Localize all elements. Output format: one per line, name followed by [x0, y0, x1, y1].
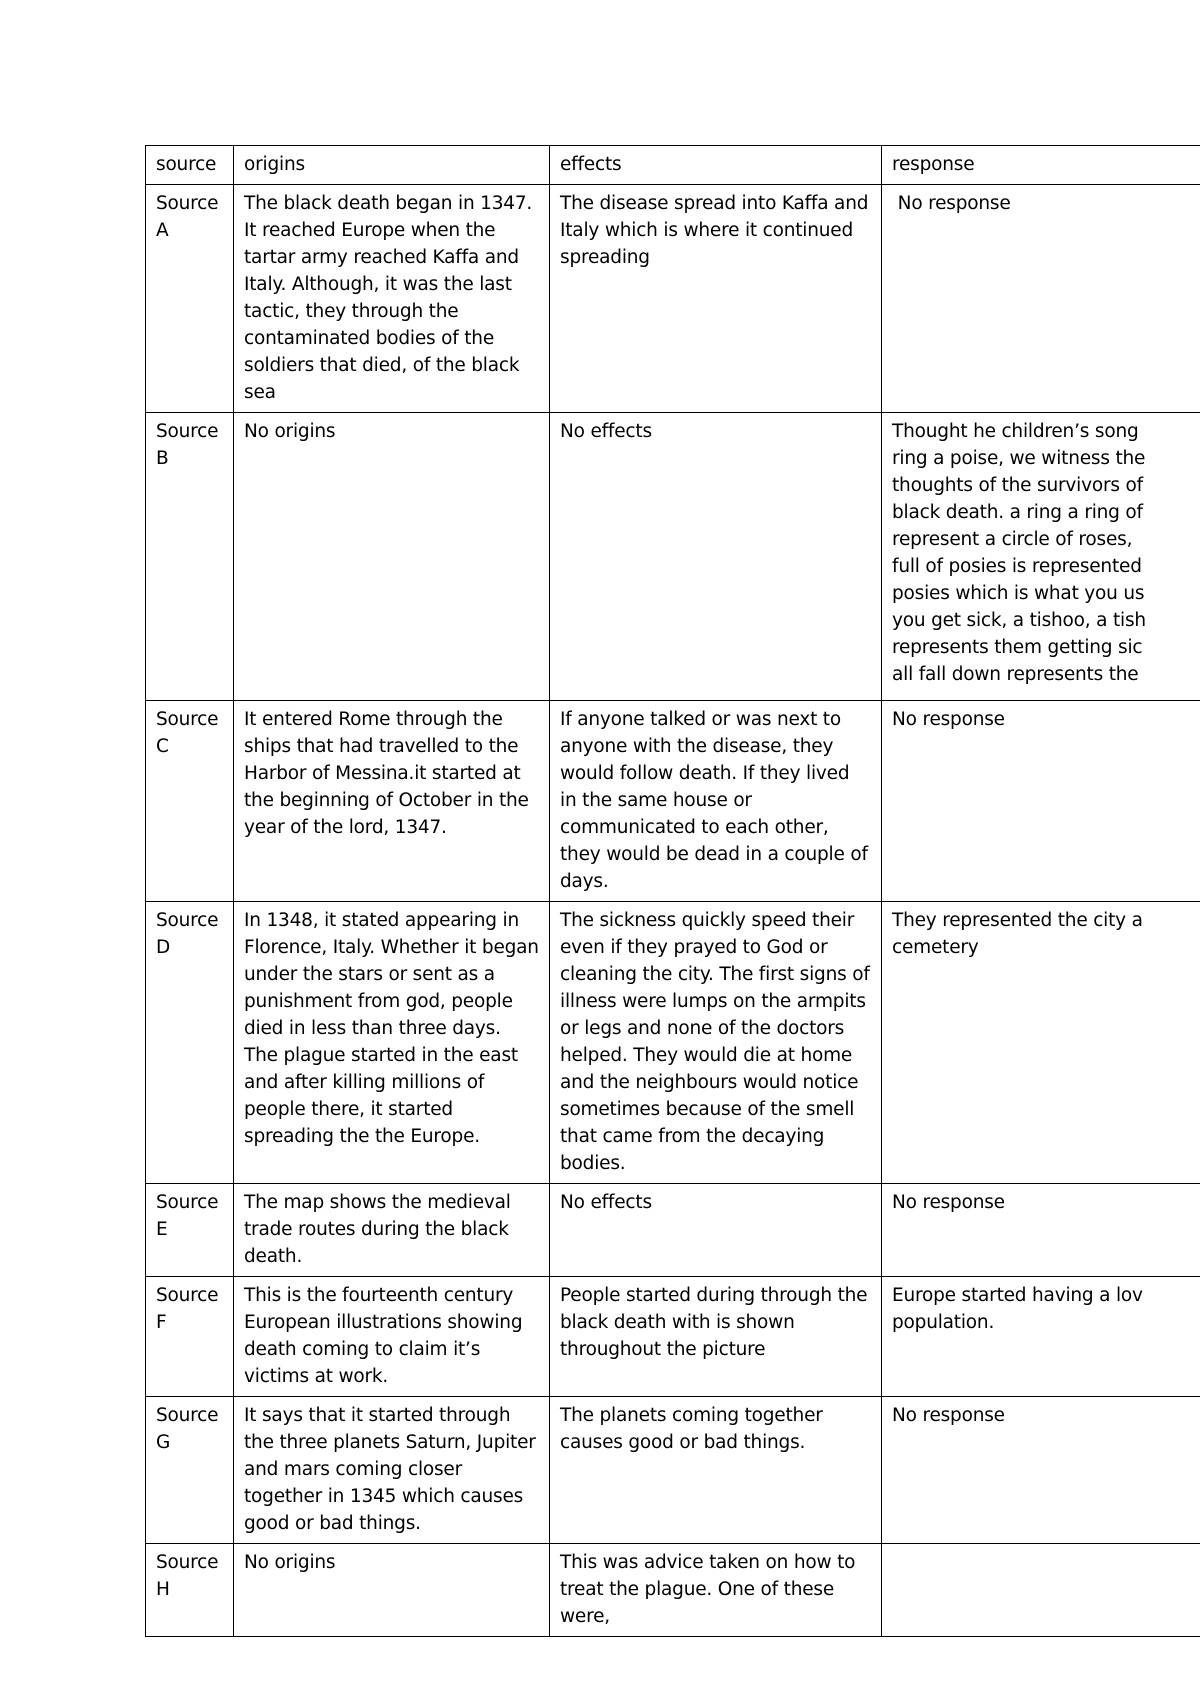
- source-cell: Source B: [146, 413, 234, 701]
- table-header-row: [146, 146, 1200, 185]
- response-cell: No response: [882, 185, 1200, 413]
- effects-cell: The sickness quickly speed their even if they prayed to God or cleaning the city. The first signs of illness were lumps on the armpits or legs and none of the doctors helped. They would die at home and the neighbours would notice sometimes because of the smell that came from the decaying bodies.: [550, 902, 882, 1184]
- origins-cell: This is the fourteenth century European illustrations showing death coming to claim it’s victims at work.: [234, 1277, 550, 1397]
- table-viewport: [145, 145, 1200, 1637]
- origins-cell: No origins: [234, 1544, 550, 1637]
- origins-cell: No origins: [234, 413, 550, 701]
- table-row: [146, 902, 1200, 1184]
- effects-cell: People started during through the black death with is shown throughout the picture: [550, 1277, 882, 1397]
- source-cell: Source F: [146, 1277, 234, 1397]
- response-line: all fall down represents the: [892, 664, 1139, 685]
- source-cell: Source C: [146, 701, 234, 902]
- response-cell: No response: [882, 1184, 1200, 1277]
- response-cell: [882, 1277, 1200, 1397]
- source-cell: Source H: [146, 1544, 234, 1637]
- table-row: [146, 701, 1200, 902]
- response-cell: [882, 1544, 1200, 1637]
- response-cell: No response: [882, 1397, 1200, 1544]
- response-cell: [882, 902, 1200, 1184]
- effects-cell: If anyone talked or was next to anyone with the disease, they would follow death. If they lived in the same house or communicated to each other, they would be dead in a couple of days.: [550, 701, 882, 902]
- origins-cell: The map shows the medieval trade routes during the black death.: [234, 1184, 550, 1277]
- header-source: source: [146, 146, 234, 185]
- response-line: you get sick, a tishoo, a tish: [892, 610, 1146, 631]
- response-line: posies which is what you us: [892, 583, 1145, 604]
- table-row: [146, 1397, 1200, 1544]
- response-cell: [882, 413, 1200, 701]
- effects-cell: This was advice taken on how to treat the plague. One of these were,: [550, 1544, 882, 1637]
- source-cell: Source D: [146, 902, 234, 1184]
- origins-cell: It entered Rome through the ships that had travelled to the Harbor of Messina.it started at the beginning of October in the year of the lord, 1347.: [234, 701, 550, 902]
- response-cell: No response: [882, 701, 1200, 902]
- response-line: thoughts of the survivors of: [892, 475, 1143, 496]
- table-row: [146, 413, 1200, 701]
- table-row: [146, 1277, 1200, 1397]
- source-cell: Source A: [146, 185, 234, 413]
- header-response: response: [882, 146, 1200, 185]
- source-cell: Source G: [146, 1397, 234, 1544]
- effects-cell: No effects: [550, 413, 882, 701]
- header-origins: origins: [234, 146, 550, 185]
- effects-cell: No effects: [550, 1184, 882, 1277]
- response-line: full of posies is represented: [892, 556, 1142, 577]
- response-line: They represented the city a: [892, 910, 1143, 931]
- header-effects: effects: [550, 146, 882, 185]
- source-cell: Source E: [146, 1184, 234, 1277]
- response-line: Thought he children’s song: [892, 421, 1139, 442]
- effects-cell: The planets coming together causes good or bad things.: [550, 1397, 882, 1544]
- origins-cell: The black death began in 1347. It reached Europe when the tartar army reached Kaffa and Italy. Although, it was the last tactic, they through the contaminated bodies of the soldiers that died, of the black sea: [234, 185, 550, 413]
- response-line: represent a circle of roses,: [892, 529, 1133, 550]
- response-line: represents them getting sic: [892, 637, 1143, 658]
- response-line: ring a poise, we witness the: [892, 448, 1146, 469]
- response-line: Europe started having a lov: [892, 1285, 1143, 1306]
- response-line: cemetery: [892, 937, 979, 958]
- response-line: population.: [892, 1312, 995, 1333]
- table-row: [146, 1184, 1200, 1277]
- effects-cell: The disease spread into Kaffa and Italy which is where it continued spreading: [550, 185, 882, 413]
- table-row: [146, 1544, 1200, 1637]
- response-line: black death. a ring a ring of: [892, 502, 1143, 523]
- origins-cell: It says that it started through the three planets Saturn, Jupiter and mars coming closer together in 1345 which causes good or bad things.: [234, 1397, 550, 1544]
- table-row: [146, 185, 1200, 413]
- origins-cell: In 1348, it stated appearing in Florence, Italy. Whether it began under the stars or sent as a punishment from god, people died in less than three days. The plague started in the east and after killing millions of people there, it started spreading the the Europe.: [234, 902, 550, 1184]
- black-death-sources-table: [145, 145, 1200, 1637]
